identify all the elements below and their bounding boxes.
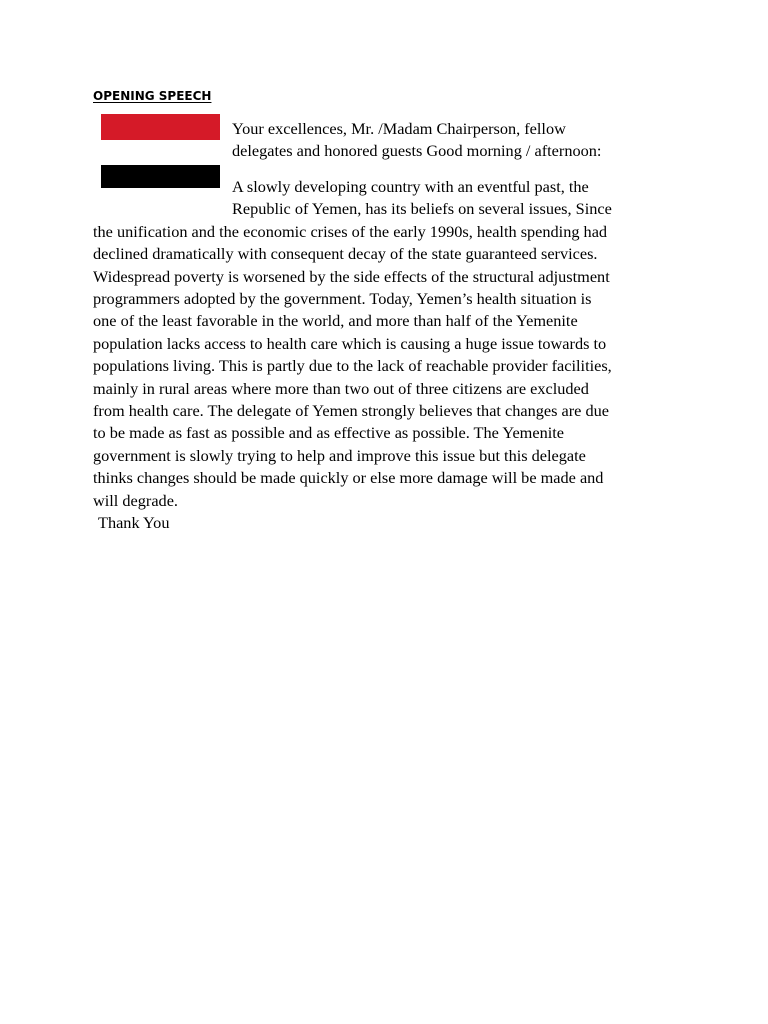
closing-line: Thank You <box>98 513 170 533</box>
body-line: thinks changes should be made quickly or else more damage will be made and <box>93 468 604 488</box>
body-line: government is slowly trying to help and improve this issue but this delegate <box>93 445 586 465</box>
body-line: mainly in rural areas where more than two out of three citizens are excluded <box>93 378 589 398</box>
speech-heading: OPENING SPEECH <box>93 89 212 103</box>
body-line: A slowly developing country with an eventful past, the <box>232 177 589 196</box>
body-line: will degrade. <box>93 490 178 510</box>
flag-red-stripe <box>101 114 220 140</box>
body-paragraph <box>93 176 673 535</box>
greeting-line: Your excellences, Mr. /Madam Chairperson, fellow <box>232 119 566 138</box>
body-line: one of the least favorable in the world, and more than half of the Yemenite <box>93 311 578 331</box>
body-line: Widespread poverty is worsened by the side effects of the structural adjustment <box>93 266 610 286</box>
body-line: population lacks access to health care which is causing a huge issue towards to <box>93 333 607 353</box>
greeting-paragraph <box>232 118 652 163</box>
body-line: populations living. This is partly due to the lack of reachable provider facilities, <box>93 356 612 376</box>
body-line: declined dramatically with consequent decay of the state guaranteed services. <box>93 244 598 264</box>
body-line: the unification and the economic crises of the early 1990s, health spending had <box>93 221 608 241</box>
body-line: from health care. The delegate of Yemen strongly believes that changes are due <box>93 401 609 421</box>
greeting-line: delegates and honored guests Good morning / afternoon: <box>232 141 602 161</box>
body-line: to be made as fast as possible and as effective as possible. The Yemenite <box>93 423 564 443</box>
body-line: programmers adopted by the government. Today, Yemen’s health situation is <box>93 289 592 309</box>
body-line: Republic of Yemen, has its beliefs on several issues, Since <box>232 199 612 219</box>
